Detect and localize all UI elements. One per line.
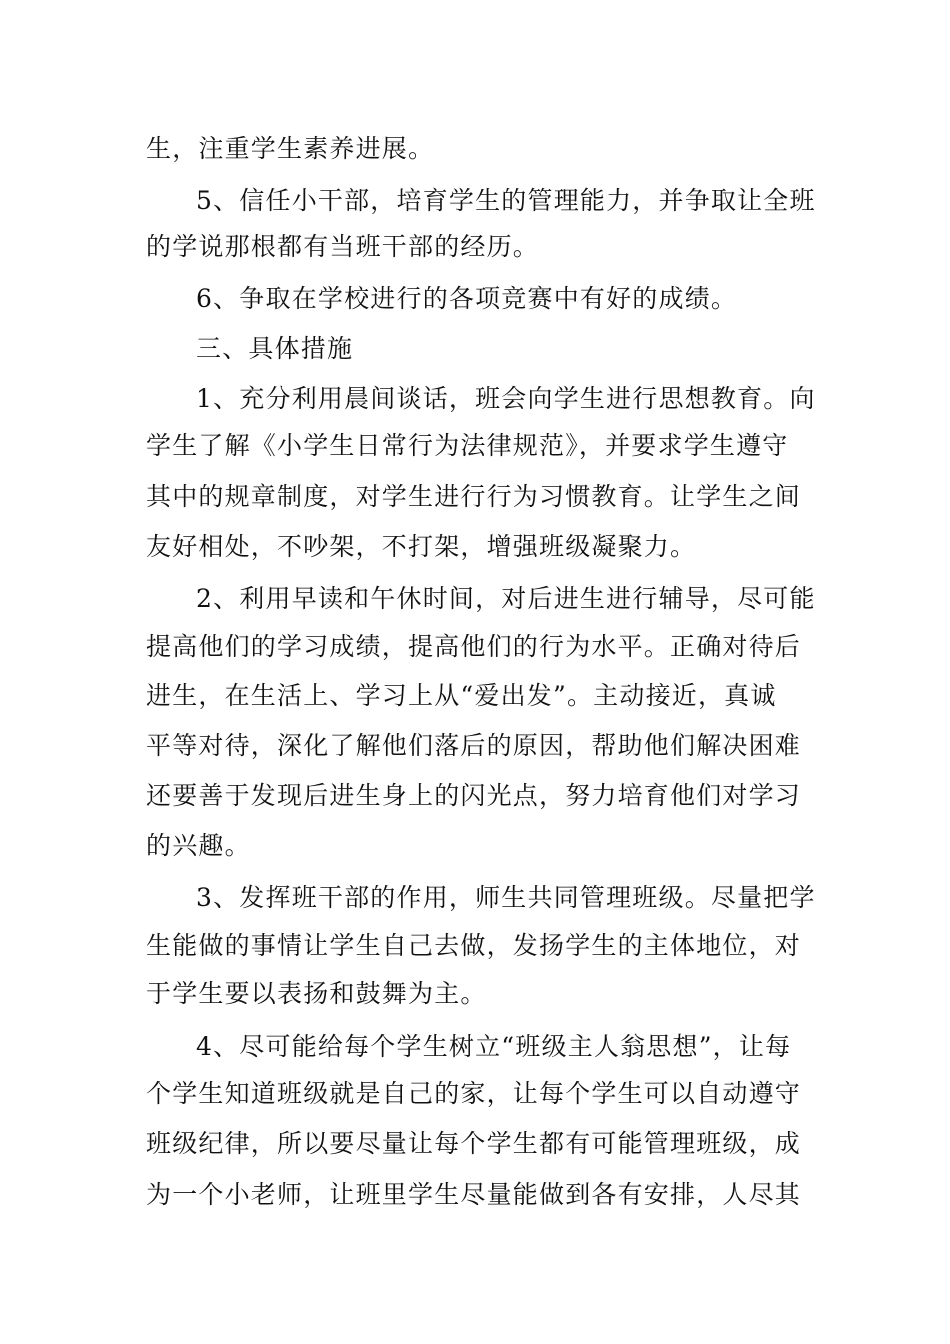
text-line: 3、发挥班干部的作用，师生共同管理班级。尽量把学 <box>196 883 816 912</box>
text-line: 的兴趣。 <box>146 831 251 860</box>
text-line: 学生了解《小学生日常行为法律规范》，并要求学生遵守 <box>146 431 789 460</box>
text-line: 提高他们的学习成绩，提高他们的行为水平。正确对待后 <box>146 632 802 661</box>
text-line: 1、充分利用晨间谈话，班会向学生进行思想教育。向 <box>196 384 816 413</box>
text-line: 生，注重学生素养进展。 <box>146 134 435 163</box>
text-line: 为一个小老师，让班里学生尽量能做到各有安排，人尽其 <box>146 1180 802 1209</box>
text-line: 6、争取在学校进行的各项竞赛中有好的成绩。 <box>196 284 738 313</box>
text-line: 进生，在生活上、学习上从“爱出发”。主动接近，真诚 <box>146 681 777 710</box>
text-line: 生能做的事情让学生自己去做，发扬学生的主体地位，对 <box>146 931 802 960</box>
section-heading: 三、具体措施 <box>196 334 354 363</box>
text-line: 的学说那根都有当班干部的经历。 <box>146 232 540 261</box>
text-line: 5、信任小干部，培育学生的管理能力，并争取让全班 <box>196 186 816 215</box>
text-line: 2、利用早读和午休时间，对后进生进行辅导，尽可能 <box>196 584 816 613</box>
text-line: 4、尽可能给每个学生树立“班级主人翁思想”，让每 <box>196 1032 792 1061</box>
text-line: 其中的规章制度，对学生进行行为习惯教育。让学生之间 <box>146 482 802 511</box>
text-line: 个学生知道班级就是自己的家，让每个学生可以自动遵守 <box>146 1079 802 1108</box>
text-line: 平等对待，深化了解他们落后的原因，帮助他们解决困难 <box>146 731 802 760</box>
text-line: 还要善于发现后进生身上的闪光点，努力培育他们对学习 <box>146 781 802 810</box>
text-line: 于学生要以表扬和鼓舞为主。 <box>146 979 487 1008</box>
text-line: 班级纪律，所以要尽量让每个学生都有可能管理班级，成 <box>146 1129 802 1158</box>
text-line: 友好相处，不吵架，不打架，增强班级凝聚力。 <box>146 532 697 561</box>
